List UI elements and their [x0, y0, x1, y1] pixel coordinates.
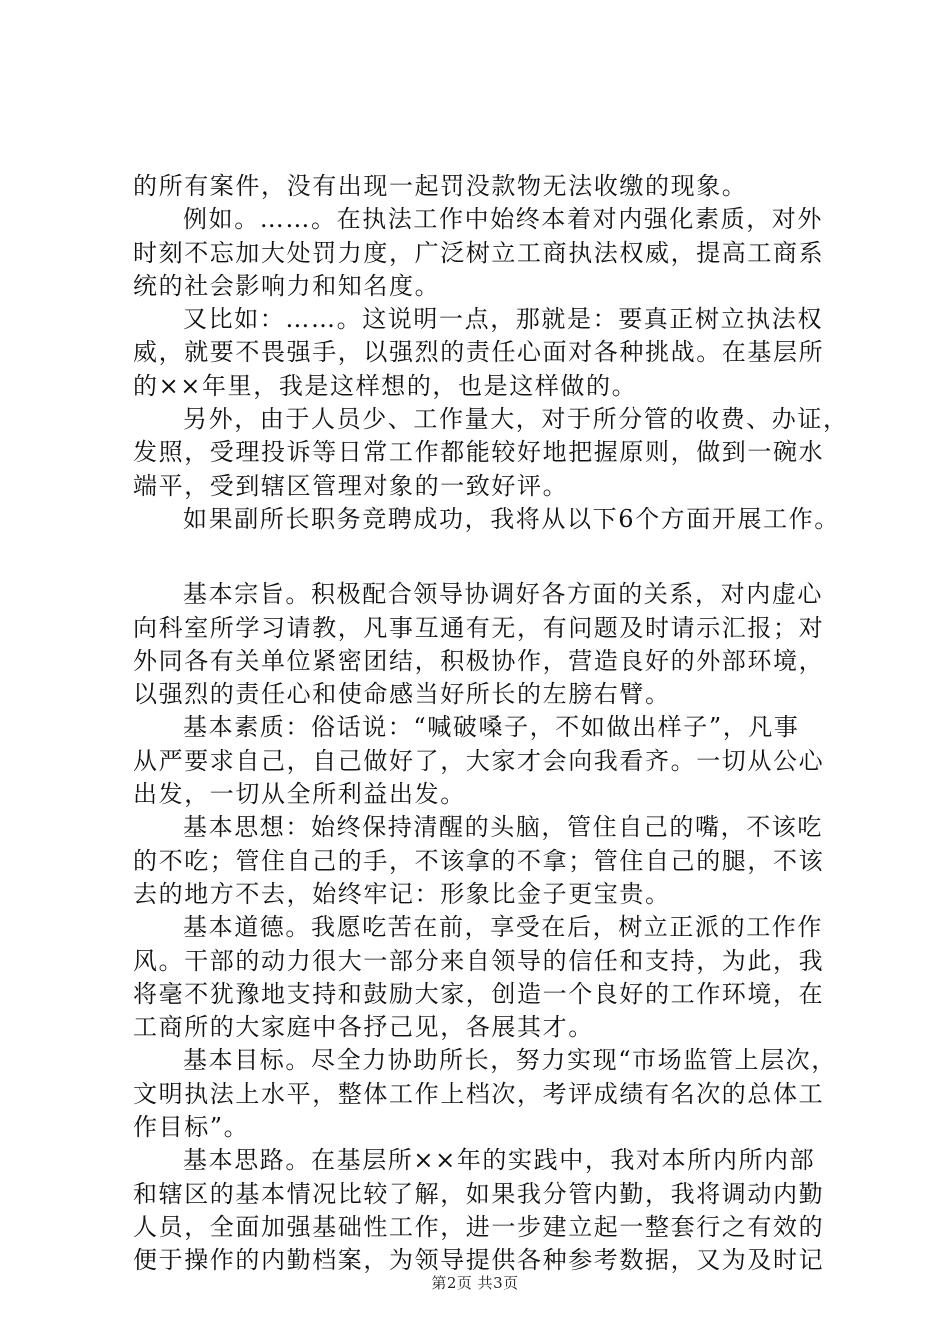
- text-line: 基本素质：俗话说：“喊破嗓子，不如做出样子”，凡事: [183, 713, 800, 742]
- text-line: 外同各有关单位紧密团结，积极协作，营造良好的外部环境，: [133, 646, 825, 675]
- text-line: 威，就要不畏强手，以强烈的责任心面对各种挑战。在基层所: [133, 338, 825, 367]
- text-line: 基本思想：始终保持清醒的头脑，管住自己的嘴，不该吃: [183, 813, 823, 842]
- text-line: 工商所的大家庭中各抒己见，各展其才。: [133, 1013, 594, 1042]
- text-line: 便于操作的内勤档案，为领导提供各种参考数据，又为及时记: [133, 1246, 825, 1275]
- text-line: 的所有案件，没有出现一起罚没款物无法收缴的现象。: [133, 172, 748, 200]
- text-line: 将毫不犹豫地支持和鼓励大家，创造一个良好的工作环境，在: [133, 979, 825, 1008]
- text-line: 基本宗旨。积极配合领导协调好各方面的关系，对内虚心: [183, 580, 823, 609]
- paragraph-gap: [133, 536, 853, 578]
- text-line: 统的社会影响力和知名度。: [133, 271, 441, 300]
- text-line: 作目标”。: [133, 1113, 250, 1142]
- page-number-label: 第2页 共3页: [431, 1274, 519, 1292]
- text-line: 的不吃；管住自己的手，不该拿的不拿；管住自己的腿，不该: [133, 846, 825, 875]
- text-line: 例如。……。在执法工作中始终本着对内强化素质，对外: [183, 205, 823, 234]
- page-footer: [0, 1273, 950, 1293]
- text-line: 从严要求自己，自己做好了，大家才会向我看齐。一切从公心: [133, 746, 825, 775]
- text-line: 人员，全面加强基础性工作，进一步建立起一整套行之有效的: [133, 1212, 825, 1241]
- text-line: 去的地方不去，始终牢记：形象比金子更宝贵。: [133, 879, 671, 908]
- text-line: 文明执法上水平，整体工作上档次，考评成绩有名次的总体工: [133, 1079, 825, 1108]
- text-line: 基本道德。我愿吃苦在前，享受在后，树立正派的工作作: [183, 913, 823, 942]
- text-line: 端平，受到辖区管理对象的一致好评。: [133, 471, 569, 500]
- text-line: 以强烈的责任心和使命感当好所长的左膀右臂。: [133, 680, 671, 709]
- text-line: 基本思路。在基层所××年的实践中，我对本所内所内部: [183, 1146, 816, 1175]
- text-line: 时刻不忘加大处罚力度，广泛树立工商执法权威，提高工商系: [133, 238, 825, 267]
- text-line: 风。干部的动力很大一部分来自领导的信任和支持，为此，我: [133, 946, 825, 975]
- text-line: 基本目标。尽全力协助所长，努力实现“市场监管上层次，: [183, 1046, 837, 1075]
- text-line: 向科室所学习请教，凡事互通有无，有问题及时请示汇报；对: [133, 613, 825, 642]
- text-line: 和辖区的基本情况比较了解，如果我分管内勤，我将调动内勤: [133, 1179, 825, 1208]
- document-body: [133, 170, 853, 1278]
- text-line: 另外，由于人员少、工作量大，对于所分管的收费、办证，: [183, 405, 849, 434]
- text-line: 出发，一切从全所利益出发。: [133, 780, 466, 809]
- text-line: 发照，受理投诉等日常工作都能较好地把握原则，做到一碗水: [133, 438, 825, 467]
- text-line: 的××年里，我是这样想的，也是这样做的。: [133, 371, 638, 400]
- text-line: 如果副所长职务竞聘成功，我将从以下6个方面开展工作。: [183, 504, 840, 533]
- text-line: 又比如：……。这说明一点，那就是：要真正树立执法权: [183, 305, 823, 334]
